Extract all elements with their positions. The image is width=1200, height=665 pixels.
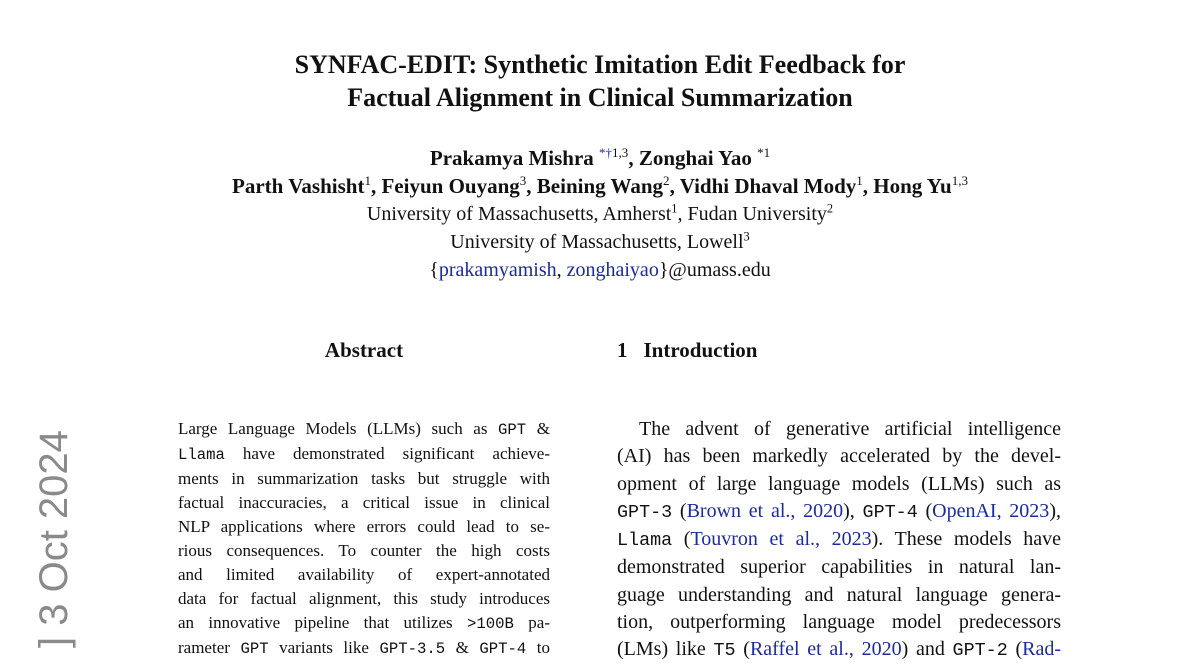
author-name: Prakamya Mishra (429, 146, 594, 170)
text-line (617, 416, 1061, 443)
author-name: Parth Vashisht (232, 174, 365, 198)
affiliation-mark: 1,3 (612, 145, 629, 160)
text-run: have demonstrated significant achieve- (224, 444, 550, 463)
citation-link[interactable]: Rad- (1022, 638, 1061, 661)
text-run: The advent of generative artificial intelligence (639, 418, 1061, 440)
affiliation-line-2 (0, 228, 1200, 256)
text-run: factual inaccuracies, a critical issue in clinical (178, 493, 550, 512)
text-run: ( (672, 528, 691, 551)
section-heading (617, 338, 757, 363)
text-run: to (526, 638, 550, 657)
code-term: GPT-3 (617, 501, 673, 523)
affiliation-name: Fudan University (687, 203, 827, 225)
affiliation-name: University of Massachusetts, Amherst (366, 203, 672, 225)
text-run: ) and (901, 638, 953, 661)
text-run: demonstrated superior capabilities in natural lan- (617, 556, 1061, 579)
author-name: Vidhi Dhaval Mody (679, 174, 857, 198)
text-run: (AI) has been markedly accelerated by the devel- (617, 445, 1061, 468)
brace: { (429, 259, 439, 281)
text-run: ), (1049, 499, 1061, 522)
text-line (178, 636, 550, 661)
text-line (617, 526, 1061, 554)
separator: , (370, 174, 382, 198)
section-title: Introduction (643, 338, 758, 362)
authors-line-1 (0, 144, 1200, 172)
email-domain: @umass.edu (668, 259, 771, 281)
footnote-link[interactable]: *† (599, 145, 613, 160)
affiliation-mark: 2 (826, 201, 834, 216)
text-run: an innovative pipeline that utilizes (178, 613, 468, 632)
text-run: pa- (513, 613, 550, 632)
text-run: ), (843, 499, 863, 522)
author-name: Feiyun Ouyang (381, 174, 520, 198)
separator: , (556, 259, 567, 281)
text-line (178, 563, 550, 587)
text-line (178, 491, 550, 515)
text-run: ). These models have (871, 528, 1061, 551)
text-run: NLP applications where errors could lead to se- (178, 517, 550, 536)
text-run: & (526, 419, 550, 438)
code-term: GPT (240, 640, 269, 658)
text-run: and limited availability of expert-annotated (178, 565, 550, 584)
authors-line-2 (0, 172, 1200, 200)
text-run: ( (1007, 638, 1023, 661)
citation-link[interactable]: Raffel et al., 2020 (749, 638, 902, 661)
text-run: Large Language Models (LLMs) such as (178, 419, 499, 438)
text-run: ( (672, 499, 687, 522)
affiliation-mark: 3 (519, 173, 527, 188)
brace: } (658, 259, 669, 281)
abstract-text (178, 417, 550, 661)
affiliation-line-1 (0, 200, 1200, 228)
email-line (0, 256, 1200, 284)
citation-link[interactable]: OpenAI, 2023 (932, 499, 1050, 522)
text-run: ( (917, 499, 933, 522)
text-run: rious consequences. To counter the high costs (178, 541, 550, 560)
text-line (617, 554, 1061, 581)
affiliation-mark: 2 (663, 173, 670, 188)
affiliation-mark: 1 (364, 173, 371, 188)
code-term: GPT-2 (952, 640, 1008, 662)
code-term: T5 (713, 640, 736, 662)
email-link[interactable]: prakamyamish (438, 259, 557, 281)
code-term: >100B (467, 615, 514, 633)
separator: , (526, 174, 537, 198)
citation-link[interactable]: Brown et al., 2020 (686, 499, 844, 522)
code-term: GPT-4 (862, 501, 918, 523)
email-link[interactable]: zonghaiyao (566, 259, 659, 281)
text-run: opment of large language models (LLMs) such as (617, 472, 1061, 495)
separator: , (628, 146, 639, 170)
code-term: Llama (617, 530, 673, 552)
text-run: ments in summarization tasks but struggle with (178, 469, 550, 488)
text-line (617, 443, 1061, 470)
section-number: 1 (617, 338, 628, 362)
separator: , (669, 174, 680, 198)
text-run: variants like (268, 638, 380, 657)
text-line (178, 442, 550, 467)
text-run: tion, outperforming language model predecessors (617, 611, 1061, 634)
text-line (617, 582, 1061, 609)
affiliation-mark: 1 (671, 201, 678, 216)
abstract-heading: Abstract (324, 338, 404, 362)
text-run: guage understanding and natural language genera- (617, 583, 1061, 606)
title-line-2: Factual Alignment in Clinical Summarization (347, 83, 853, 112)
code-term: GPT-4 (479, 640, 527, 658)
code-term: GPT-3.5 (379, 640, 446, 658)
text-line (617, 471, 1061, 498)
affiliation-name: University of Massachusetts, Lowell (450, 231, 744, 253)
text-line (178, 587, 550, 611)
text-line (617, 498, 1061, 526)
author-name: Beining Wang (536, 174, 664, 198)
author-block (0, 144, 1200, 284)
citation-link[interactable]: Touvron et al., 2023 (690, 528, 872, 551)
affiliation-mark: *1 (757, 145, 771, 160)
text-run: ( (735, 638, 750, 661)
code-term: Llama (178, 446, 225, 464)
intro-text (617, 416, 1061, 665)
affiliation-mark: 1,3 (951, 173, 968, 188)
separator: , (677, 203, 688, 225)
text-run: (LMs) like (617, 638, 714, 661)
author-name: Zonghai Yao (638, 146, 752, 170)
text-line (178, 467, 550, 491)
text-line (178, 417, 550, 442)
text-line (617, 609, 1061, 636)
text-line (178, 539, 550, 563)
affiliation-mark: 3 (743, 229, 750, 244)
text-run: rameter (178, 638, 241, 657)
arxiv-stamp-text: ] 3 Oct 2024 (32, 430, 76, 648)
text-run: data for factual alignment, this study introduces (178, 589, 550, 608)
text-line (178, 515, 550, 539)
text-run: & (445, 638, 480, 657)
paper-title (0, 48, 1200, 114)
title-line-1: SYNFAC-EDIT: Synthetic Imitation Edit Feedback for (294, 50, 906, 79)
text-line (178, 611, 550, 636)
affiliation-mark: 1 (856, 173, 863, 188)
code-term: GPT (498, 421, 527, 439)
text-line (617, 636, 1061, 664)
separator: , (862, 174, 874, 198)
author-name: Hong Yu (873, 174, 952, 198)
